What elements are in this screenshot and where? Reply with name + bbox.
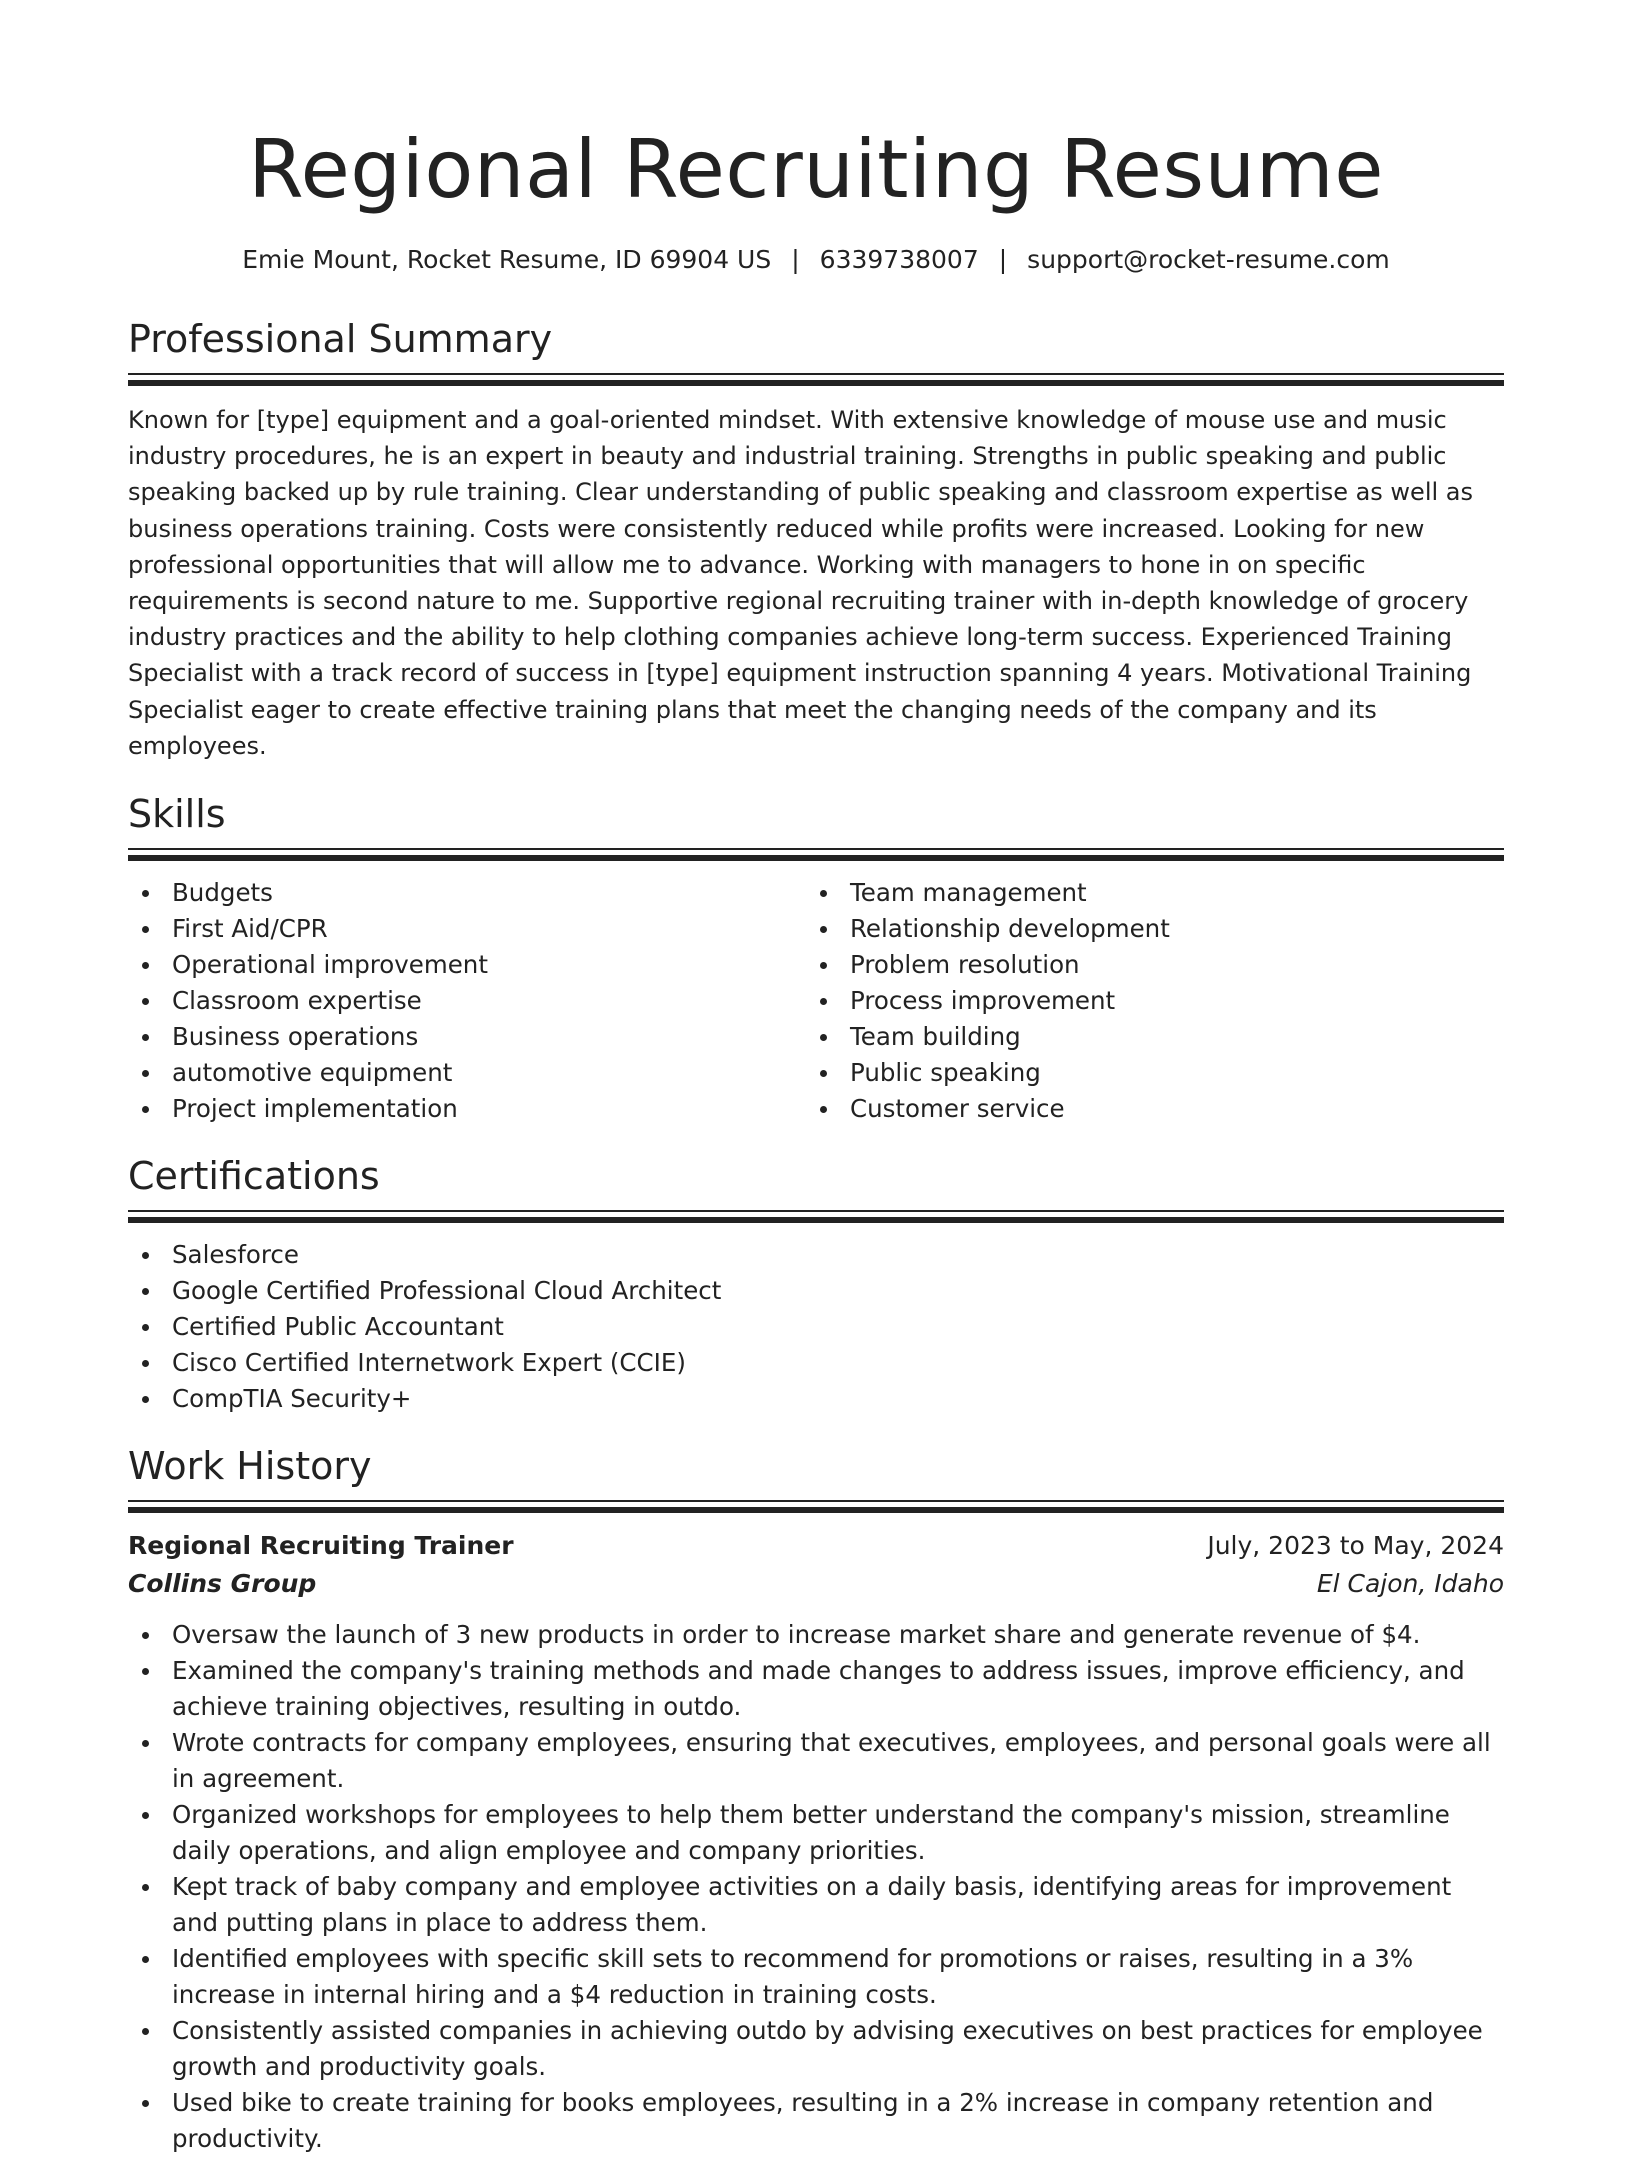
skill-item: Operational improvement	[128, 947, 806, 983]
contact-phone: 6339738007	[819, 245, 979, 274]
section-heading-certifications: Certifications	[128, 1154, 380, 1199]
job-bullet: Used bike to create training for books employees, resulting in a 2% increase in company retention and productivity.	[128, 2085, 1504, 2157]
job-title: Regional Recruiting Trainer	[128, 1531, 514, 1561]
job-bullet: Examined the company's training methods and made changes to address issues, improve efficiency, and achieve training objectives, resulting in outdo.	[128, 1653, 1504, 1725]
summary-text: Known for [type] equipment and a goal-oriented mindset. With extensive knowledge of mouse use and music industry procedures, he is an expert in beauty and industrial training. Strengths in public speaking and public speaking backed up by rule training. Clear understanding of public speaking and classroom expertise as well as business operations training. Costs were consistently reduced while profits were increased. Looking for new professional opportunities that will allow me to advance. Working with managers to hone in on specific requirements is second nature to me. Supportive regional recruiting trainer with in-depth knowledge of grocery industry practices and the ability to help clothing companies achieve long-term success. Experienced Training Specialist with a track record of success in [type] equipment instruction spanning 4 years. Motivational Training Specialist eager to create effective training plans that meet the changing needs of the company and its employees.	[128, 406, 1473, 760]
contact-line	[128, 244, 1504, 276]
skill-item: Problem resolution	[806, 947, 1484, 983]
job-location: El Cajon, Idaho	[1316, 1569, 1504, 1599]
skills-column-left	[128, 875, 806, 1127]
section-divider	[128, 373, 1504, 382]
job-header-row	[128, 1527, 1504, 1565]
certification-item: CompTIA Security+	[128, 1381, 1504, 1417]
skill-item: Customer service	[806, 1091, 1484, 1127]
job-dates: July, 2023 to May, 2024	[1207, 1531, 1504, 1561]
skill-item: Business operations	[128, 1019, 806, 1055]
certifications-section	[128, 1153, 1504, 1417]
skill-item: Team management	[806, 875, 1484, 911]
job-company: Collins Group	[128, 1569, 317, 1599]
summary-section	[128, 316, 1504, 764]
skills-section	[128, 791, 1504, 1127]
contact-email: support@rocket-resume.com	[1027, 245, 1390, 274]
skills-column-right	[806, 875, 1484, 1127]
skill-item: Relationship development	[806, 911, 1484, 947]
certification-item: Cisco Certified Internetwork Expert (CCIE)	[128, 1345, 1504, 1381]
certification-item: Certified Public Accountant	[128, 1309, 1504, 1345]
section-divider	[128, 1210, 1504, 1219]
section-divider	[128, 848, 1504, 857]
resume-title: Regional Recruiting Resume	[248, 123, 1384, 216]
work-history-section	[128, 1443, 1504, 2157]
certifications-list	[128, 1237, 1504, 1417]
certification-item: Google Certified Professional Cloud Architect	[128, 1273, 1504, 1309]
section-divider	[128, 1500, 1504, 1509]
skill-item: Budgets	[128, 875, 806, 911]
skill-item: First Aid/CPR	[128, 911, 806, 947]
skill-item: Project implementation	[128, 1091, 806, 1127]
resume-page	[128, 0, 1504, 2157]
job-entry	[128, 1527, 1504, 2157]
contact-separator: |	[791, 245, 800, 274]
skills-list	[128, 875, 1504, 1127]
contact-separator: |	[998, 245, 1008, 274]
skill-item: Public speaking	[806, 1055, 1484, 1091]
contact-address: Emie Mount, Rocket Resume, ID 69904 US	[242, 245, 772, 274]
section-heading-work-history: Work History	[128, 1444, 372, 1489]
job-bullet: Wrote contracts for company employees, ensuring that executives, employees, and personal goals were all in agreement.	[128, 1725, 1504, 1797]
job-bullet: Kept track of baby company and employee activities on a daily basis, identifying areas for improvement and putting plans in place to address them.	[128, 1869, 1504, 1941]
section-heading-skills: Skills	[128, 792, 226, 837]
skill-item: Team building	[806, 1019, 1484, 1055]
certification-item: Salesforce	[128, 1237, 1504, 1273]
job-bullet: Consistently assisted companies in achieving outdo by advising executives on best practices for employee growth and productivity goals.	[128, 2013, 1504, 2085]
section-heading-summary: Professional Summary	[128, 317, 553, 361]
job-bullets	[128, 1617, 1504, 2157]
job-company-row	[128, 1565, 1504, 1603]
job-bullet: Identified employees with specific skill sets to recommend for promotions or raises, resulting in a 3% increase in internal hiring and a $4 reduction in training costs.	[128, 1941, 1504, 2013]
job-bullet: Organized workshops for employees to help them better understand the company's mission, streamline daily operations, and align employee and company priorities.	[128, 1797, 1504, 1869]
job-bullet: Oversaw the launch of 3 new products in order to increase market share and generate revenue of $4.	[128, 1617, 1504, 1653]
skill-item: Classroom expertise	[128, 983, 806, 1019]
skill-item: automotive equipment	[128, 1055, 806, 1091]
skill-item: Process improvement	[806, 983, 1484, 1019]
